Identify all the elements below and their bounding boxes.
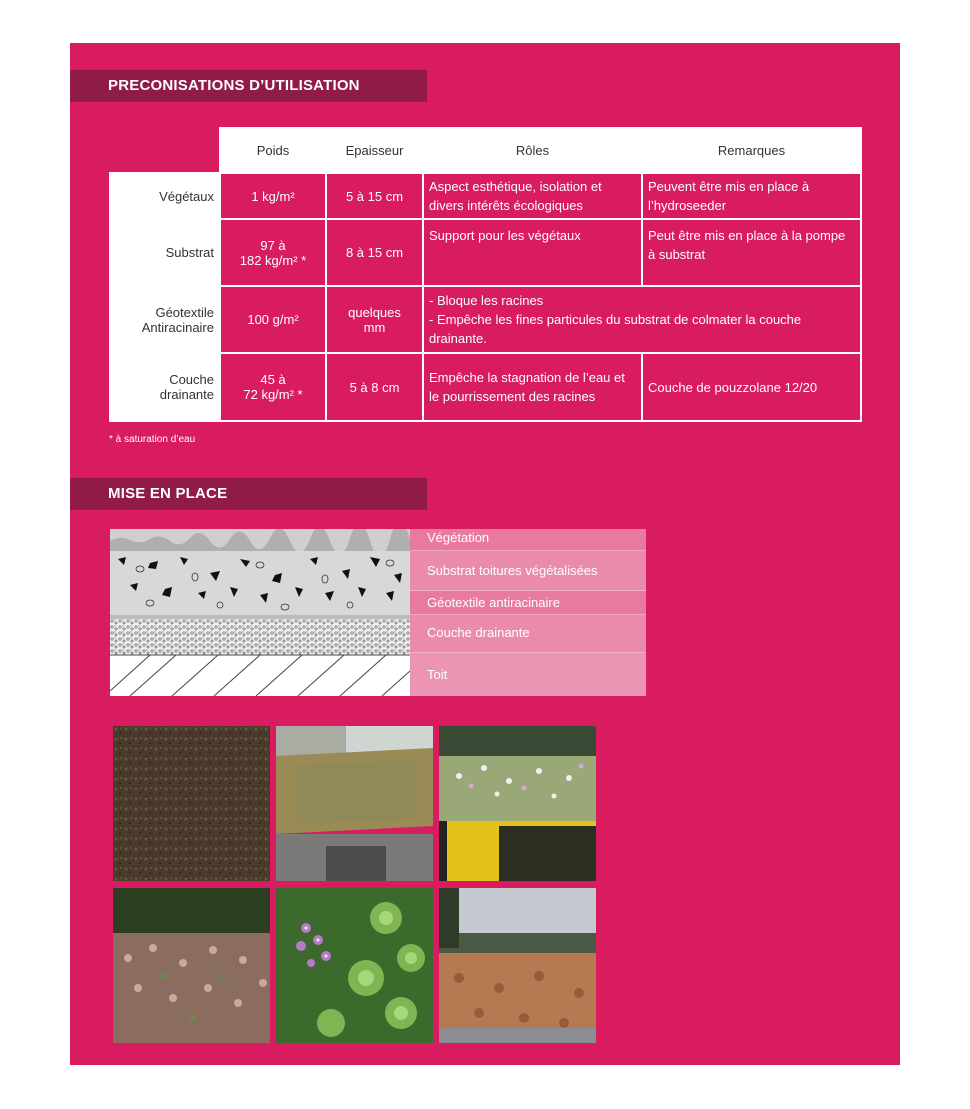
cell-poids: 1 kg/m² xyxy=(220,173,326,219)
cell-epaisseur-line: mm xyxy=(363,319,386,335)
cell-roles: Aspect esthétique, isolation et divers intérêts écologiques xyxy=(423,173,642,219)
layer-label-vegetation: Végétation xyxy=(410,529,646,551)
column-header-roles: Rôles xyxy=(423,128,642,173)
column-header-remarques: Remarques xyxy=(642,128,861,173)
table-corner-cell xyxy=(110,128,220,173)
layer-diagram xyxy=(110,529,646,696)
row-label-line: Couche xyxy=(169,372,214,387)
table-footnote: * à saturation d’eau xyxy=(109,434,196,445)
cell-roles: Empêche la stagnation de l’eau et le pourrissement des racines xyxy=(423,353,642,421)
cell-poids-line: 45 à xyxy=(260,372,286,387)
cell-poids xyxy=(220,353,326,421)
row-label-vegetaux: Végétaux xyxy=(110,173,220,219)
table-row xyxy=(110,219,861,286)
photo-sedum-mat xyxy=(113,888,270,1043)
layer-label-geotextile: Géotextile antiracinaire xyxy=(410,591,646,615)
table-row xyxy=(110,353,861,421)
column-header-poids: Poids xyxy=(220,128,326,173)
photo-sedum-roof-landscape xyxy=(439,888,596,1043)
photo-flowering-roof xyxy=(439,726,596,881)
photo-grid xyxy=(113,726,597,1044)
layer-label-drainante: Couche drainante xyxy=(410,615,646,653)
cell-epaisseur: 5 à 15 cm xyxy=(326,173,423,219)
cell-epaisseur xyxy=(326,286,423,353)
drainage-layer xyxy=(110,619,410,655)
cell-poids-line: 72 kg/m² * xyxy=(243,387,303,402)
geotextile-layer xyxy=(110,615,410,619)
substrate-layer xyxy=(110,551,410,615)
row-label-substrat: Substrat xyxy=(110,219,220,286)
row-label-couche-drainante xyxy=(110,353,220,421)
cell-remarques: Couche de pouzzolane 12/20 xyxy=(642,353,861,421)
cross-section-svg xyxy=(110,529,410,696)
table-row xyxy=(110,286,861,353)
table-row xyxy=(110,173,861,219)
layer-cross-section-illustration xyxy=(110,529,410,696)
photo-substrate-soil xyxy=(113,726,270,881)
mise-en-place-header: MISE EN PLACE xyxy=(70,478,427,510)
cell-remarques: Peuvent être mis en place à l’hydroseeder xyxy=(642,173,861,219)
cell-remarques: Peut être mis en place à la pompe à substrat xyxy=(642,219,861,286)
cell-poids xyxy=(220,219,326,286)
cell-epaisseur: 8 à 15 cm xyxy=(326,219,423,286)
specifications-table xyxy=(109,127,862,422)
roof-layer xyxy=(110,655,410,696)
table-header-row xyxy=(110,128,861,173)
cell-poids-line: 97 à xyxy=(260,237,286,253)
cell-epaisseur: 5 à 8 cm xyxy=(326,353,423,421)
photo-roof-installation xyxy=(276,726,433,881)
photo-sedum-flower xyxy=(276,888,433,1043)
row-label-line: Antiracinaire xyxy=(141,319,214,335)
row-label-line: Géotextile xyxy=(155,304,214,320)
cell-roles: Support pour les végétaux xyxy=(423,219,642,286)
cell-epaisseur-line: quelques xyxy=(348,304,401,320)
roles-bullet: - Empêche les fines particules du substrat de colmater la couche drainante. xyxy=(429,312,802,346)
cell-roles-merged xyxy=(423,286,861,353)
cell-poids: 100 g/m² xyxy=(220,286,326,353)
preconisations-header: PRECONISATIONS D’UTILISATION xyxy=(70,70,427,102)
roles-bullet: - Bloque les racines xyxy=(429,293,544,308)
cell-poids-line: 182 kg/m² * xyxy=(239,252,307,268)
row-label-geotextile xyxy=(110,286,220,353)
layer-label-toit: Toit xyxy=(410,653,646,696)
layer-label-substrat: Substrat toitures végétalisées xyxy=(410,551,646,591)
row-label-line: drainante xyxy=(159,387,214,402)
column-header-epaisseur: Epaisseur xyxy=(326,128,423,173)
